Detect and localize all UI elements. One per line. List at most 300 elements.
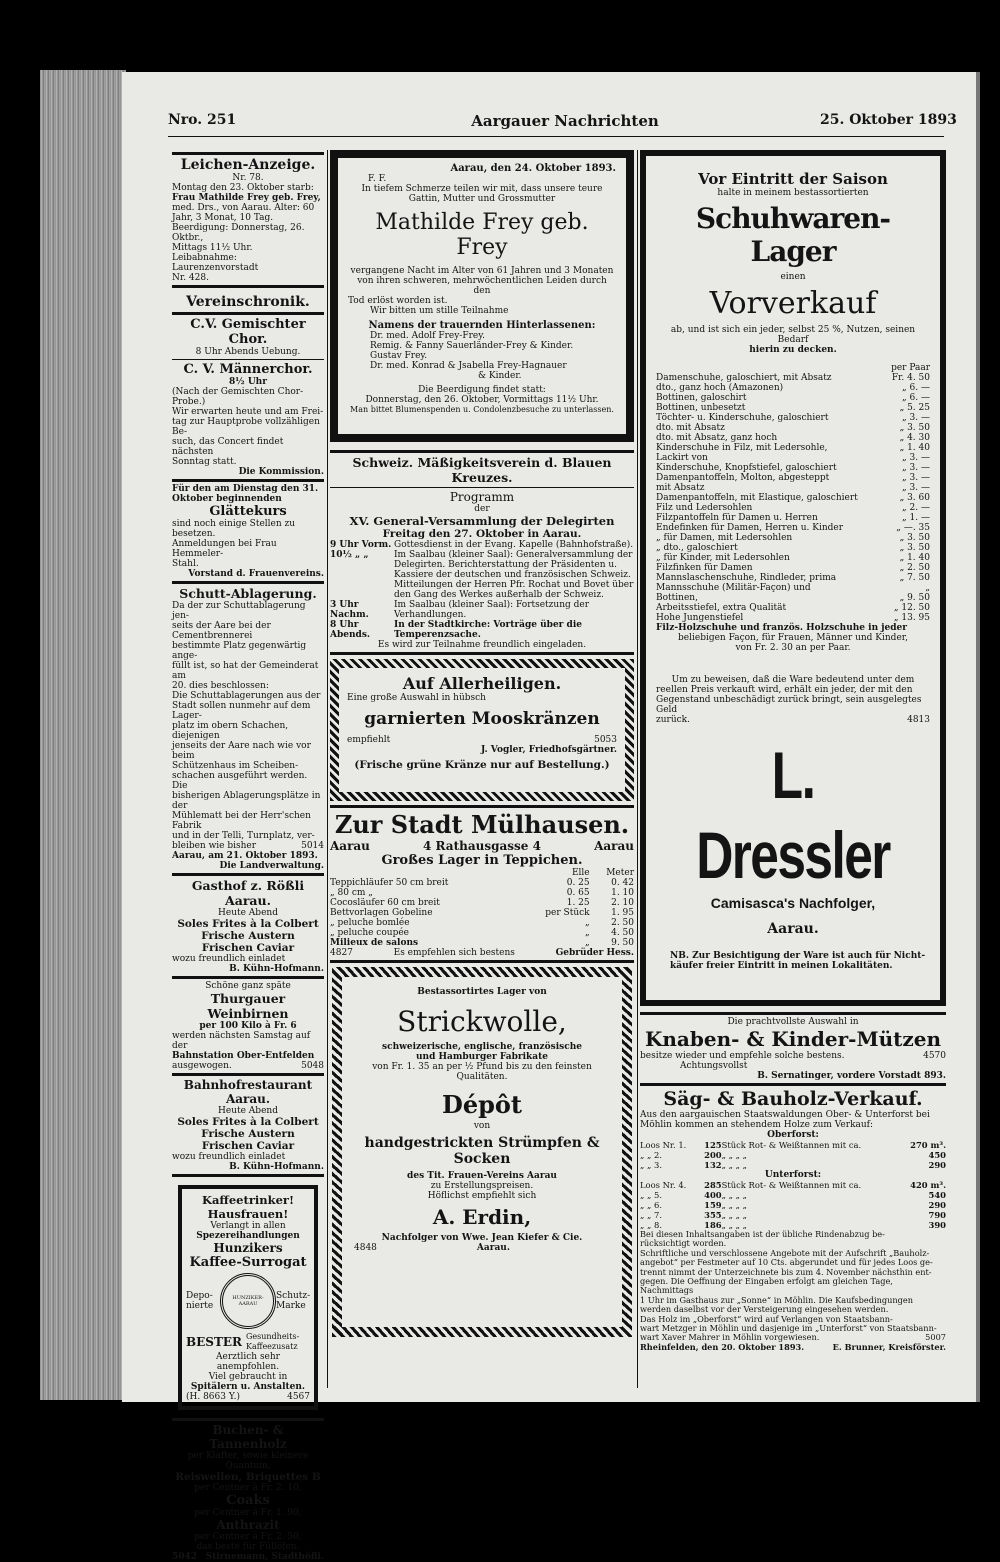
price-item: Filzpantoffeln für Damen u. Herren xyxy=(656,513,818,523)
lot-cell: „ „ 6. xyxy=(640,1200,662,1210)
schutt-num: 5014 xyxy=(301,841,324,851)
gasthof-sign: B. Kühn-Hofmann. xyxy=(229,964,324,974)
glaette-title: Glättekurs xyxy=(209,504,287,519)
ad-kinder-muetzen xyxy=(640,1017,946,1081)
muel-cell: „ xyxy=(584,928,590,938)
column-divider-2 xyxy=(637,150,638,1388)
kaffee-product: Kaffee-Surrogat xyxy=(189,1255,307,1270)
saeg-text4: trennt nimmt der Unterzeichnete bis zum 4. November nächsthin ent- xyxy=(640,1266,932,1277)
schutt-l13: und in der Telli, Turnplatz, ver- xyxy=(172,831,315,841)
schuh-vor: Vorverkauf xyxy=(709,286,877,321)
column-divider-1 xyxy=(327,150,328,1388)
schutt-l1: seits der Aare bei der Cementbrennerei xyxy=(172,621,271,641)
strick-best: zu Erstellungspreisen. xyxy=(430,1181,534,1191)
leichen-no: Nr. 78. xyxy=(232,173,264,183)
lot-cell: 132 xyxy=(704,1160,722,1170)
lot-cell: 355 xyxy=(704,1210,722,1220)
lot-cell: 290 xyxy=(928,1200,946,1210)
price-value: „ 13. 95 xyxy=(893,613,930,623)
bahnhof-l0: Heute Abend xyxy=(218,1106,278,1116)
todes-intro0: In tiefem Schmerze teilen wir mit, dass unsere teure xyxy=(361,184,603,194)
holz-title: Buchen- & Tannenholz xyxy=(209,1423,287,1451)
lot-cell: 400 xyxy=(704,1190,722,1200)
kaffee-best2: Gesundheits-Kaffeezusatz xyxy=(246,1332,300,1351)
schutt-l3: füllt ist, so hat der Gemeinderat am xyxy=(172,661,319,681)
muel-num: 4827 xyxy=(330,948,353,958)
saeg-date: Rheinfelden, den 20. Oktober 1893. xyxy=(640,1341,805,1352)
muel-emp: Es empfehlen sich bestens xyxy=(393,948,515,958)
muel-cell: 1. 95 xyxy=(611,908,634,918)
lot-cell: 290 xyxy=(928,1160,946,1170)
price-item: Mannslaschenschuhe, Rindleder, prima xyxy=(656,573,837,583)
muel-cell: 0. 42 xyxy=(611,878,634,888)
price-value: „ 3. — xyxy=(902,413,930,423)
kaffee-best: BESTER xyxy=(186,1335,243,1349)
holz-anth: Anthrazit xyxy=(216,1518,280,1532)
dressler-nb1: käufer freier Eintritt in meinen Lokalitäten. xyxy=(670,961,893,971)
lot-cell: Loos Nr. 4. xyxy=(640,1180,687,1190)
saeg-ober: Oberforst: xyxy=(767,1130,819,1140)
lot-cell: 420 m³. xyxy=(910,1180,946,1190)
table-row xyxy=(330,938,634,948)
schutt-l12: Mühlematt bei der Herr'schen Fabrik xyxy=(172,811,311,831)
price-row xyxy=(656,573,930,583)
schuh-halte: halte in meinem bestassortierten xyxy=(717,188,869,198)
price-value: „ 4. 30 xyxy=(899,433,930,443)
dressler-nb0: NB. Zur Besichtigung der Ware ist auch für Nicht- xyxy=(670,951,926,961)
price-value: „ 1. 40 xyxy=(899,553,930,563)
schedule-row xyxy=(330,620,634,640)
strick-sub0: schweizerische, englische, französische xyxy=(382,1042,582,1052)
price-value: „ —. 35 xyxy=(896,523,930,533)
muel-cell: 9. 50 xyxy=(611,938,634,948)
holz-coaks: Coaks xyxy=(226,1493,270,1508)
price-item: mit Absatz xyxy=(656,483,705,493)
lot-cell: Stück Rot- & Weißtannen mit ca. xyxy=(721,1140,862,1150)
holz-l0: per Klafter, sowie kleinere Quantum, xyxy=(187,1451,309,1471)
aller-title: Auf Allerheiligen. xyxy=(402,674,562,693)
schutt-l0: Da der zur Schuttablagerung jen- xyxy=(172,601,306,621)
todes-f1: Remig. & Fanny Sauerländer-Frey & Kinder. xyxy=(370,341,574,351)
price-item: Arbeitsstiefel, extra Qualität xyxy=(656,603,787,613)
aller-emp: empfiehlt xyxy=(347,735,391,745)
saeg-text10: wart Xaver Mahrer in Möhlin vorgewiesen. xyxy=(640,1332,820,1343)
gasthof-l3: Frischen Caviar xyxy=(201,942,295,954)
ad-thurgauer-weinbirnen xyxy=(172,981,324,1071)
price-value: „ 2. — xyxy=(902,503,930,513)
kaffee-l1: Verlangt in allen xyxy=(210,1221,286,1231)
lot-cell: „ „ „ „ xyxy=(721,1190,747,1200)
vereinschronik-title: Vereinschronik. xyxy=(186,294,310,310)
saeg-ober-table xyxy=(640,1140,946,1170)
holz-num: 5042 xyxy=(172,1552,198,1562)
todes-t3: Wir bitten um stille Teilnahme xyxy=(370,306,509,316)
thurg-pre: Schöne ganz späte xyxy=(205,981,291,991)
schutt-l9: Schützenhaus im Scheiben- xyxy=(172,761,299,771)
muel-cell: Teppichläufer 50 cm breit xyxy=(330,878,449,888)
table-row xyxy=(330,888,634,898)
thurg-title: Thurgauer Weinbirnen xyxy=(207,991,289,1021)
price-value: „ 5. 25 xyxy=(899,403,930,413)
price-item: dto. mit Absatz, ganz hoch xyxy=(656,433,778,443)
strick-num: 4848 xyxy=(354,1243,377,1253)
glaette-sign: Vorstand d. Frauenvereins. xyxy=(188,569,324,579)
saeg-unter: Unterforst: xyxy=(764,1170,822,1180)
lot-row xyxy=(640,1150,946,1160)
schuh-title: Schuhwaren-Lager xyxy=(695,202,891,268)
price-item: dto., ganz hoch (Amazonen) xyxy=(656,383,784,393)
todes-t0: vergangene Nacht im Alter von 61 Jahren und 3 Monaten xyxy=(350,266,614,276)
lot-row xyxy=(640,1190,946,1200)
price-row xyxy=(656,373,930,383)
maessig-der: der xyxy=(474,504,490,514)
gasthof-l0: Heute Abend xyxy=(218,908,278,918)
lot-row xyxy=(640,1200,946,1210)
glaette-pre0: Für den am Dienstag den 31. xyxy=(172,484,319,494)
price-row xyxy=(656,433,930,443)
muel-cell: per Stück xyxy=(545,908,590,918)
muel-cell: Milieux de salons xyxy=(330,938,419,948)
cv2-l0: 8½ Uhr xyxy=(229,377,267,387)
holz-l3: per Centner à Fr. 1. 90, xyxy=(194,1508,302,1518)
schutt-title: Schutt-Ablagerung. xyxy=(179,586,317,601)
price-item: Damenpantoffeln, Molton, abgesteppt xyxy=(656,473,830,483)
ad-cv-gemischter-chor xyxy=(172,317,324,357)
lot-cell: „ „ 2. xyxy=(640,1150,662,1160)
maessig-title: Schweiz. Mäßigkeitsverein d. Blauen Kreuzes. xyxy=(352,455,612,485)
price-value: „ 7. 50 xyxy=(899,573,930,583)
lot-cell: 270 m³. xyxy=(910,1140,946,1150)
price-row xyxy=(656,413,930,423)
todes-f2: Gustav Frey. xyxy=(370,351,428,361)
price-row xyxy=(656,493,930,503)
leichen-l0: Montag den 23. Oktober starb: xyxy=(172,183,314,193)
price-value: „ 9. 50 xyxy=(899,593,930,603)
price-row xyxy=(656,603,930,613)
price-row xyxy=(656,563,930,573)
muel-addr-l: Aarau xyxy=(330,839,370,853)
ad-schutt-ablagerung xyxy=(172,586,324,871)
leichen-l3: Jahr, 3 Monat, 10 Tag. xyxy=(172,213,274,223)
price-item: „ für Kinder, mit Ledersohlen xyxy=(656,553,790,563)
price-value: „ 1. — xyxy=(902,513,930,523)
sched-text: Im Saalbau (kleiner Saal): Generalversammlung der Delegirten. Berichterstattung der Präsidenten u. Kassiere der deutschen und französischen Schweiz. Mitteilungen der Herren Pfr. Rochat und Bovet über den Gang des Werkes außerhalb der Schweiz. xyxy=(394,550,634,600)
strick-pre: Bestassortirtes Lager von xyxy=(417,987,547,997)
ad-schuhwaren-lager xyxy=(640,150,946,1006)
table-row xyxy=(330,878,634,888)
ad-saeg-bauholz xyxy=(640,1088,946,1352)
sched-text: In der Stadtkirche: Vorträge über die Temperenzsache. xyxy=(394,620,582,640)
lot-row xyxy=(640,1140,946,1150)
muetzen-l2: Achtungsvollst xyxy=(680,1061,748,1071)
saeg-text0: Bei diesen Inhaltsangaben ist der übliche Rindenabzug be- xyxy=(640,1229,885,1239)
bahnhof-l1: Soles Frites à la Colbert xyxy=(177,1116,319,1128)
leichen-l5: Mittags 11½ Uhr. xyxy=(172,243,253,253)
kaffee-l4: Viel gebraucht in xyxy=(208,1372,288,1382)
price-item: Töchter- u. Kinderschuhe, galoschiert xyxy=(656,413,829,423)
todes-namens: Namens der trauernden Hinterlassenen: xyxy=(368,320,596,331)
maessig-line2: Freitag den 27. Oktober in Aarau. xyxy=(382,528,582,540)
dressler-name: L. Dressler xyxy=(696,738,890,892)
price-item: Damenpantoffeln, mit Elastique, galoschiert xyxy=(656,493,858,503)
price-item: Kinderschuhe in Filz, mit Ledersohle, xyxy=(656,443,828,453)
price-row xyxy=(656,583,930,593)
price-value: „ 3. — xyxy=(902,453,930,463)
muel-cell: „ xyxy=(584,918,590,928)
glaette-l0: sind noch einige Stellen zu besetzen. xyxy=(172,519,296,539)
strick-q: Qualitäten. xyxy=(456,1072,508,1082)
price-row xyxy=(656,403,930,413)
price-row xyxy=(656,393,930,403)
lot-row xyxy=(640,1210,946,1220)
schuh-text0: ab, und ist sich ein jeder, selbst 25 %, Nutzen, seinen Bedarf xyxy=(670,325,916,345)
price-value: „ 3. 50 xyxy=(899,533,930,543)
price-value: „ 6. — xyxy=(902,383,930,393)
glaette-l2: Stahl. xyxy=(172,559,199,569)
holz-l2: per Centner à Fr. 2. 10, xyxy=(194,1483,302,1493)
table-row xyxy=(330,908,634,918)
price-row xyxy=(656,463,930,473)
schuh-filz2: von Fr. 2. 30 an per Paar. xyxy=(735,643,851,653)
saeg-text7: werden daselbst vor der Versteigerung eingesehen werden. xyxy=(640,1304,889,1315)
price-value: „ 1. 40 xyxy=(899,443,930,453)
lot-cell: Stück Rot- & Weißtannen mit ca. xyxy=(721,1180,862,1190)
muel-cell: Bettvorlagen Gobeline xyxy=(330,908,433,918)
price-row xyxy=(656,513,930,523)
saeg-text1: rücksichtigt worden. xyxy=(640,1238,727,1249)
saeg-intro1: Möhlin kommen an stehendem Holze zum Verkauf: xyxy=(640,1120,874,1130)
price-item: Filz und Ledersohlen xyxy=(656,503,753,513)
schuh-bew1: reellen Preis verkauft wird, erhält ein jeder, der mit den xyxy=(656,685,913,695)
price-row xyxy=(656,543,930,553)
leichen-title: Leichen-Anzeige. xyxy=(180,157,316,173)
ad-stadt-muelhausen xyxy=(330,810,634,958)
price-row xyxy=(656,473,930,483)
ad-maessigkeitsverein xyxy=(330,455,634,650)
schutt-l11: bisherigen Ablagerungsplätze in der xyxy=(172,791,321,811)
muel-addr-r: Aarau xyxy=(594,839,634,853)
thurg-l3: ausgewogen. xyxy=(172,1061,232,1071)
lot-cell: 450 xyxy=(928,1150,946,1160)
muel-cell: 0. 65 xyxy=(566,888,590,898)
strick-sub1: und Hamburger Fabrikate xyxy=(416,1052,548,1062)
schutt-l2: bestimmte Platz gegenwärtig ange- xyxy=(172,641,307,661)
cv1-title: C.V. Gemischter Chor. xyxy=(190,317,306,347)
table-row xyxy=(330,928,634,938)
maessig-prog: Programm xyxy=(449,490,515,504)
ad-leichen-anzeige xyxy=(172,152,324,288)
todes-b1: Donnerstag, den 26. Oktober, Vormittags 11½ Uhr. xyxy=(365,395,599,405)
lot-cell: 125 xyxy=(704,1140,722,1150)
bahnhof-title: Bahnhofrestaurant Aarau. xyxy=(183,1078,313,1106)
maessig-end: Es wird zur Teilnahme freundlich eingeladen. xyxy=(377,640,587,650)
strick-price: von Fr. 1. 35 an per ½ Pfund bis zu den feinsten xyxy=(372,1062,592,1072)
trademark-seal-icon: HUNZIKER-AARAU xyxy=(220,1273,276,1329)
todes-intro1: Gattin, Mutter und Grossmutter xyxy=(408,194,556,204)
column-right xyxy=(640,150,946,1390)
price-value: „ 3. — xyxy=(902,473,930,483)
schuh-pre: Vor Eintritt der Saison xyxy=(698,170,888,188)
saeg-unter-table xyxy=(640,1180,946,1230)
schutt-date: Aarau, am 21. Oktober 1893. xyxy=(172,851,318,861)
saeg-title: Säg- & Bauholz-Verkauf. xyxy=(663,1088,923,1110)
lot-cell: „ „ „ „ xyxy=(721,1220,747,1230)
saeg-text9: wart Metzger in Möhlin und dasjenige im „Unterforst“ von Staatsbann- xyxy=(640,1323,937,1334)
schuh-filz1: beliebigen Façon, für Frauen, Männer und Kinder, xyxy=(678,633,908,643)
schuh-num: 4813 xyxy=(907,715,930,725)
sched-time: 9 Uhr Vorm. xyxy=(330,540,392,550)
muel-cell: „ peluche bomlée xyxy=(330,918,410,928)
leichen-l7: Nr. 428. xyxy=(172,273,209,283)
schutt-l5: Die Schuttablagerungen aus der xyxy=(172,691,321,701)
schuh-text1: hierin zu decken. xyxy=(749,345,837,355)
aller-sub: Eine große Auswahl in hübsch xyxy=(347,693,486,703)
schutt-l7: platz im obern Schachen, diejenigen xyxy=(172,721,289,741)
cv2-l1: (Nach der Gemischten Chor-Probe.) xyxy=(172,387,304,407)
todes-initials: F. F. xyxy=(368,174,387,184)
cv2-l2: Wir erwarten heute und am Frei- xyxy=(172,407,324,417)
leichen-l1: Frau Mathilde Frey geb. Frey, xyxy=(172,193,321,203)
lot-cell: 790 xyxy=(928,1210,946,1220)
todes-f0: Dr. med. Adolf Frey-Frey. xyxy=(370,331,485,341)
price-row xyxy=(656,593,930,603)
gasthof-l1: Soles Frites à la Colbert xyxy=(177,918,319,930)
muel-cell: 1. 10 xyxy=(611,888,634,898)
strick-depot: Dépôt xyxy=(442,1090,522,1119)
sched-text: Im Saalbau (kleiner Saal): Fortsetzung der Verhandlungen. xyxy=(394,600,590,620)
muel-lager: Großes Lager in Teppichen. xyxy=(381,853,583,868)
schutt-l8: jenseits der Aare nach wie vor beim xyxy=(172,741,311,761)
kaffee-code: (H. 8663 Y.) xyxy=(186,1392,240,1402)
leichen-l6: Leibabnahme: Laurenzenvorstadt xyxy=(172,253,259,273)
column-middle xyxy=(330,150,634,1390)
kaffee-l3: Aerztlich sehr anempfohlen. xyxy=(216,1352,280,1372)
ad-bahnhofrestaurant xyxy=(172,1078,324,1172)
saeg-text6: 1 Uhr im Gasthaus zur „Sonne“ in Möhlin. Die Kaufsbedingungen xyxy=(640,1294,913,1305)
strick-city: Aarau. xyxy=(476,1243,510,1253)
gasthof-l2: Frische Austern xyxy=(201,930,295,942)
saeg-sign: E. Brunner, Kreisförster. xyxy=(832,1341,946,1352)
cv2-title: C. V. Männerchor. xyxy=(183,362,313,377)
lot-cell: „ „ 7. xyxy=(640,1210,662,1220)
todes-f4: & Kinder. xyxy=(478,371,522,381)
muel-cell: 2. 10 xyxy=(611,898,634,908)
ad-strickwolle xyxy=(332,967,632,1337)
muel-head-elle: Elle xyxy=(571,868,590,878)
muel-cell: „ peluche coupée xyxy=(330,928,409,938)
lot-cell: 200 xyxy=(704,1150,722,1160)
thurg-l2: Bahnstation Ober-Entfelden xyxy=(172,1051,315,1061)
todes-b2: Man bittet Blumenspenden u. Condolenzbesuche zu unterlassen. xyxy=(350,405,614,414)
issue-number: Nro. 251 xyxy=(168,112,237,128)
price-row xyxy=(656,453,930,463)
column-left xyxy=(172,150,324,1562)
price-row xyxy=(656,423,930,433)
schutt-l4: 20. dies beschlossen: xyxy=(172,681,269,691)
maessig-line1: XV. General-Versammlung der Delegirten xyxy=(349,514,615,528)
schuh-bew2: Gegenstand unbeschädigt zurück bringt, sein ausgelegtes Geld xyxy=(656,695,922,715)
thurg-l1: werden nächsten Samstag auf der xyxy=(172,1031,311,1051)
muel-cell: 4. 50 xyxy=(611,928,634,938)
price-item: Mannsschuhe (Militär-Façon) und xyxy=(656,583,811,593)
gasthof-invite: wozu freundlich einladet xyxy=(172,954,286,964)
saeg-intro0: Aus den aargauischen Staatswaldungen Ober- & Unterforst bei xyxy=(640,1110,930,1120)
price-row xyxy=(656,613,930,623)
glaette-pre1: Oktober beginnenden xyxy=(172,494,282,504)
sched-time: 10½ „ „ xyxy=(330,550,369,560)
muetzen-num: 4570 xyxy=(923,1051,946,1061)
lot-row xyxy=(640,1180,946,1190)
sched-time: 8 Uhr Abends. xyxy=(330,620,371,640)
ad-gasthof-roessli xyxy=(172,878,324,974)
saeg-text2: Schriftliche und verschlossene Angebote mit der Aufschrift „Bauholz- xyxy=(640,1247,930,1258)
gasthof-title: Gasthof z. Rößli Aarau. xyxy=(191,878,305,908)
ad-buchen-tannenholz xyxy=(172,1423,324,1562)
ad-kaffee-surrogat xyxy=(178,1185,318,1410)
dressler-city: Aarau. xyxy=(767,921,819,937)
lot-cell: „ „ „ „ xyxy=(721,1160,747,1170)
price-value: „ xyxy=(925,583,930,593)
muel-price-table xyxy=(330,868,634,948)
thurg-num: 5048 xyxy=(301,1061,324,1071)
lot-cell: „ „ „ „ xyxy=(721,1200,747,1210)
price-value: „ 3. — xyxy=(902,483,930,493)
sched-time: 3 Uhr Nachm. xyxy=(330,600,369,620)
kaffee-l5: Spitälern u. Anstalten. xyxy=(190,1382,306,1392)
page-edge-shadow xyxy=(976,72,980,1402)
lot-cell: 540 xyxy=(928,1190,946,1200)
muel-cell: „ xyxy=(584,938,590,948)
price-row xyxy=(656,443,930,453)
lot-cell: 390 xyxy=(928,1220,946,1230)
book-page-edges xyxy=(40,70,126,1400)
maessig-schedule xyxy=(330,540,634,640)
todes-loc: Aarau, den 24. Oktober 1893. xyxy=(450,163,616,174)
schutt-l6: Stadt sollen nunmehr auf dem Lager- xyxy=(172,701,311,721)
kaffee-l2: Spezereihandlungen xyxy=(196,1231,300,1241)
bahnhof-l2: Frische Austern xyxy=(201,1128,295,1140)
sched-text: Gottesdienst in der Evang. Kapelle (Bahnhofstraße). xyxy=(394,540,634,550)
holz-l4: per Centner à Fr. 2. 50, xyxy=(194,1532,302,1542)
muel-cell: Cocosläufer 60 cm breit xyxy=(330,898,440,908)
lot-row xyxy=(640,1160,946,1170)
saeg-text3: angebot“ per Festmeter auf 10 Cts. abgerundet und für jedes Loos ge- xyxy=(640,1257,933,1268)
schedule-row xyxy=(330,550,634,600)
muel-addr: 4 Rathausgasse 4 xyxy=(423,839,541,853)
price-value: Fr. 4. 50 xyxy=(891,373,930,383)
muetzen-l1: besitze wieder und empfehle solche bestens. xyxy=(640,1051,845,1061)
bahnhof-sign: B. Kühn-Hofmann. xyxy=(229,1162,324,1172)
schuh-bew3: zurück. xyxy=(656,715,690,725)
price-item: Hohe Jungenstiefel xyxy=(656,613,744,623)
muel-cell: 2. 50 xyxy=(611,918,634,928)
price-value: „ 6. — xyxy=(902,393,930,403)
kaffee-dep: Depo-nierte xyxy=(186,1291,214,1311)
muel-title: Zur Stadt Mülhausen. xyxy=(334,810,630,839)
price-row xyxy=(656,533,930,543)
cv2-l5: Sonntag statt. xyxy=(172,457,237,467)
price-value: „ 2. 50 xyxy=(899,563,930,573)
cv2-l4: such, das Concert findet nächsten xyxy=(172,437,284,457)
price-row xyxy=(656,483,930,493)
ad-allerheiligen xyxy=(330,659,634,801)
price-value: „ 3. 50 xyxy=(899,543,930,553)
leichen-l2: med. Drs., von Aarau. Alter: 60 xyxy=(172,203,315,213)
todes-f3: Dr. med. Konrad & Jsabella Frey-Hagnauer xyxy=(370,361,567,371)
schutt-sign: Die Landverwaltung. xyxy=(219,861,324,871)
price-item: „ dto., galoschiert xyxy=(656,543,738,553)
price-row xyxy=(656,553,930,563)
